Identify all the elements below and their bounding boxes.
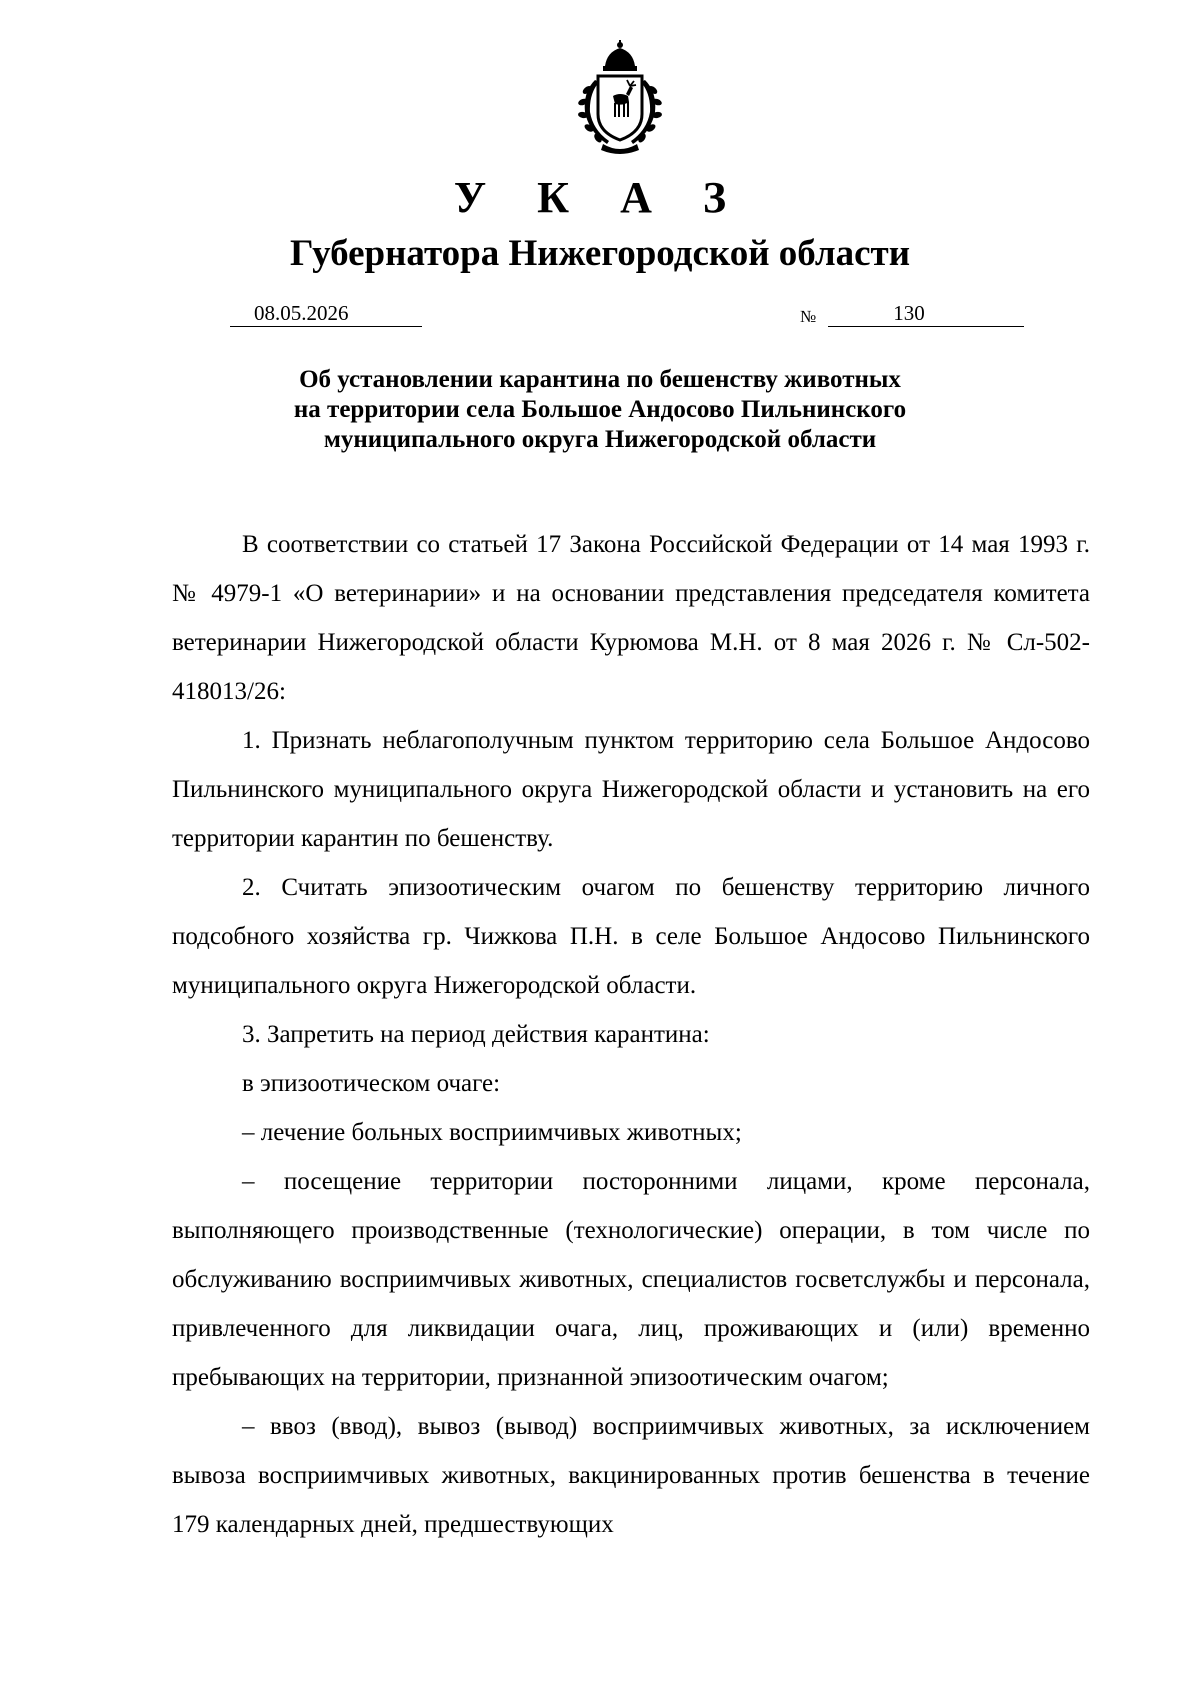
body-paragraph: 3. Запретить на период действия карантина:: [242, 1021, 710, 1048]
decree-date: 08.05.2026: [230, 300, 422, 327]
coat-of-arms-icon: [565, 40, 675, 156]
decree-subject: [0, 365, 1200, 455]
decree-body: [172, 520, 1090, 1549]
body-paragraph: – лечение больных восприимчивых животных;: [242, 1119, 742, 1146]
decree-number: 130: [828, 300, 1024, 327]
body-paragraph: – ввоз (ввод), вывоз (вывод) восприимчивых животных, за исключением вывоза восприимчивых животных, вакцинированных против бешенства в течение 179 календарных дней, предшествующих: [172, 1413, 1090, 1538]
body-paragraph: в эпизоотическом очаге:: [242, 1070, 501, 1097]
body-paragraph: 1. Признать неблагополучным пунктом территорию села Большое Андосово Пильнинского муниципального округа Нижегородской области и установить на его территории карантин по бешенству.: [172, 727, 1090, 852]
body-paragraph: 2. Считать эпизоотическим очагом по бешенству территорию личного подсобного хозяйства гр. Чижкова П.Н. в селе Большое Андосово Пильнинского муниципального округа Нижегородской области.: [172, 874, 1090, 999]
body-paragraph: – посещение территории посторонними лицами, кроме персонала, выполняющего производственные (технологические) операции, в том числе по обслуживанию восприимчивых животных, специалистов госветслужбы и персонала, привлеченного для ликвидации очага, лиц, проживающих и (или) временно пребывающих на территории, признанной эпизоотическим очагом;: [172, 1168, 1090, 1391]
issuing-authority: Губернатора Нижегородской области: [289, 233, 911, 274]
subject-line: на территории села Большое Андосово Пильнинского: [293, 396, 907, 423]
number-label: №: [800, 307, 817, 326]
subject-line: Об установлении карантина по бешенству животных: [299, 366, 901, 393]
subject-line: муниципального округа Нижегородской области: [323, 426, 877, 453]
decree-title: У К А З: [453, 173, 747, 222]
body-paragraph: В соответствии со статьей 17 Закона Российской Федерации от 14 мая 1993 г. № 4979-1 «О ветеринарии» и на основании представления председателя комитета ветеринарии Нижегородской области Курюмова М.Н. от 8 мая 2026 г. № Сл-502-418013/26:: [172, 531, 1090, 705]
